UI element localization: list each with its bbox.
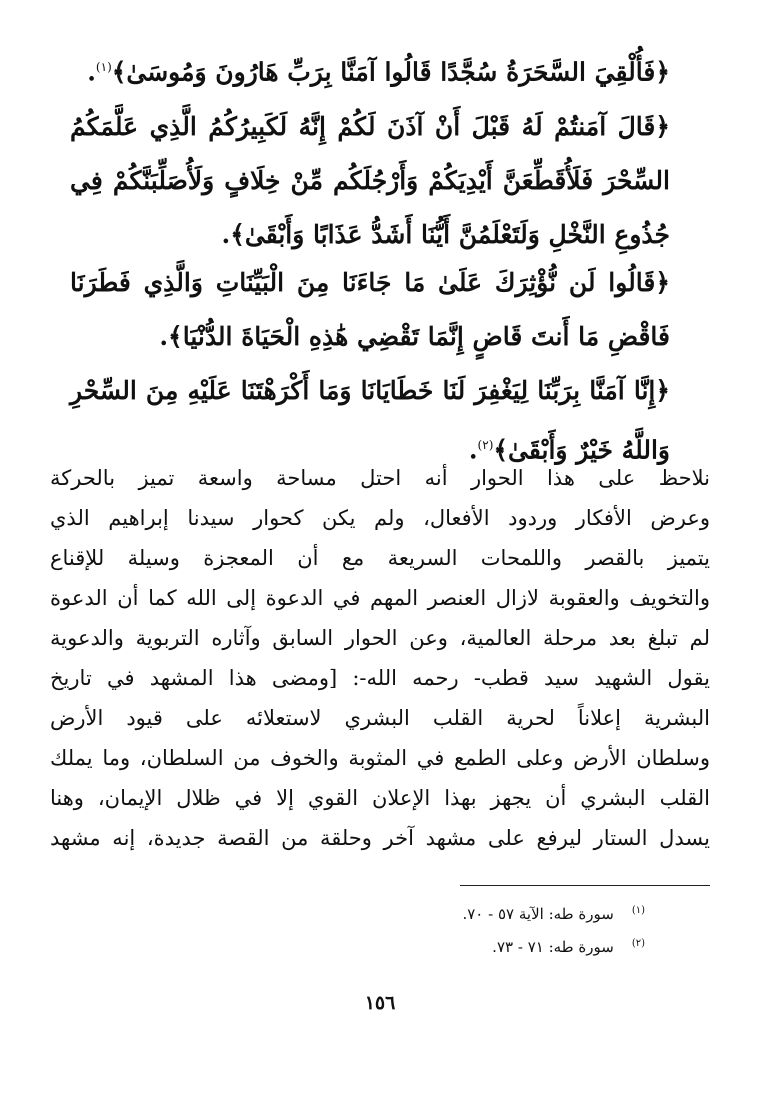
footnote-ref-2: (٢) xyxy=(477,438,494,452)
paragraph-line: وسلطان الأرض وعلى الطمع في المثوبة والخوف من السلطان، وما يملك xyxy=(50,746,710,770)
footnote-text: سورة طه: ٧١ - ٧٣. xyxy=(492,938,614,956)
footnote-ref-1: (١) xyxy=(95,60,112,74)
paragraph-line: يقول الشهيد سيد قطب- رحمه الله-: [ومضى هذا المشهد في تاريخ xyxy=(50,666,710,690)
quran-verse-2-text: ﴿قَالَ آمَنتُمْ لَهُ قَبْلَ أَنْ آذَنَ لَكُمْ إِنَّهُ لَكَبِيرُكُمُ الَّذِي عَلَّمَكُمُ السِّحْرَ فَلَأُقَطِّعَنَّ أَيْدِيَكُمْ وَأَرْجُلَكُم مِّنْ خِلَافٍ وَلَأُصَلِّبَنَّكُمْ فِي جُذُوعِ النَّخْلِ وَلَتَعْلَمُنَّ أَيُّنَا أَشَدُّ عَذَابًا وَأَبْقَىٰ﴾ xyxy=(70,112,670,249)
quran-verse-1: ﴿فَأُلْقِيَ السَّحَرَةُ سُجَّدًا قَالُوا آمَنَّا بِرَبِّ هَارُونَ وَمُوسَىٰ﴾$^{(١)}$. xyxy=(87,57,670,87)
footnote-text: سورة طه: الآية ٥٧ - ٧٠. xyxy=(462,905,614,923)
quran-verse-1-text: ﴿فَأُلْقِيَ السَّحَرَةُ سُجَّدًا قَالُوا آمَنَّا بِرَبِّ هَارُونَ وَمُوسَىٰ﴾ xyxy=(111,57,670,87)
body-paragraph xyxy=(50,458,710,858)
quran-verse-3: ﴿قَالُوا لَن نُّؤْثِرَكَ عَلَىٰ مَا جَاءَنَا مِنَ الْبَيِّنَاتِ وَالَّذِي فَطَرَنَا فَاقْضِ مَا أَنتَ قَاضٍ إِنَّمَا تَقْضِي هَٰذِهِ الْحَيَاةَ الدُّنْيَا﴾. xyxy=(70,268,670,351)
paragraph-line: نلاحظ على هذا الحوار أنه احتل مساحة واسعة تميز بالحركة xyxy=(50,466,710,490)
quran-verse-4: ﴿إِنَّا آمَنَّا بِرَبِّنَا لِيَغْفِرَ لَنَا خَطَايَانَا وَمَا أَكْرَهْتَنَا عَلَيْهِ مِنَ السِّحْرِ وَاللَّهُ خَيْرٌ وَأَبْقَىٰ﴾$^{(٢)}$. xyxy=(70,376,670,465)
paragraph-line: البشرية إعلاناً لحرية القلب البشري لاستعلائه على قيود الأرض xyxy=(50,706,710,730)
quran-verse-2: ﴿قَالَ آمَنتُمْ لَهُ قَبْلَ أَنْ آذَنَ لَكُمْ إِنَّهُ لَكَبِيرُكُمُ الَّذِي عَلَّمَكُمُ السِّحْرَ فَلَأُقَطِّعَنَّ أَيْدِيَكُمْ وَأَرْجُلَكُم مِّنْ خِلَافٍ وَلَأُصَلِّبَنَّكُمْ فِي جُذُوعِ النَّخْلِ وَلَتَعْلَمُنَّ أَيُّنَا أَشَدُّ عَذَابًا وَأَبْقَىٰ﴾. xyxy=(70,112,670,249)
quran-verse-4-text: ﴿إِنَّا آمَنَّا بِرَبِّنَا لِيَغْفِرَ لَنَا خَطَايَانَا وَمَا أَكْرَهْتَنَا عَلَيْهِ مِنَ السِّحْرِ وَاللَّهُ خَيْرٌ وَأَبْقَىٰ﴾ xyxy=(70,376,670,465)
footnote-divider xyxy=(460,885,710,886)
paragraph-line: والتخويف والعقوبة لازال العنصر المهم في الدعوة إلى الله كما أن الدعوة xyxy=(50,586,710,610)
paragraph-line: يسدل الستار ليرفع على مشهد آخر وحلقة من القصة جديدة، إنه مشهد xyxy=(50,826,710,850)
paragraph-line: لم تبلغ بعد مرحلة العالمية، وعن الحوار السابق وآثاره التربوية والدعوية xyxy=(50,626,711,650)
paragraph-line: القلب البشري أن يجهز بهذا الإعلان القوي إلا في ظلال الإيمان، وهنا xyxy=(50,786,710,810)
footnote-number: (٢) xyxy=(631,938,645,949)
footnote-item xyxy=(145,929,645,962)
footnote-item xyxy=(145,896,645,929)
footnotes xyxy=(145,896,645,962)
paragraph-line: وعرض الأفكار وردود الأفعال، ولم يكن كحوار سيدنا إبراهيم الذي xyxy=(50,506,710,530)
paragraph-line: يتميز بالقصر واللمحات السريعة مع أن المعجزة وسيلة للإقناع xyxy=(50,546,710,570)
page-number: ١٥٦ xyxy=(364,992,396,1014)
footnote-number: (١) xyxy=(631,905,645,916)
quran-verse-3-text: ﴿قَالُوا لَن نُّؤْثِرَكَ عَلَىٰ مَا جَاءَنَا مِنَ الْبَيِّنَاتِ وَالَّذِي فَطَرَنَا فَاقْضِ مَا أَنتَ قَاضٍ إِنَّمَا تَقْضِي هَٰذِهِ الْحَيَاةَ الدُّنْيَا﴾ xyxy=(70,268,670,351)
